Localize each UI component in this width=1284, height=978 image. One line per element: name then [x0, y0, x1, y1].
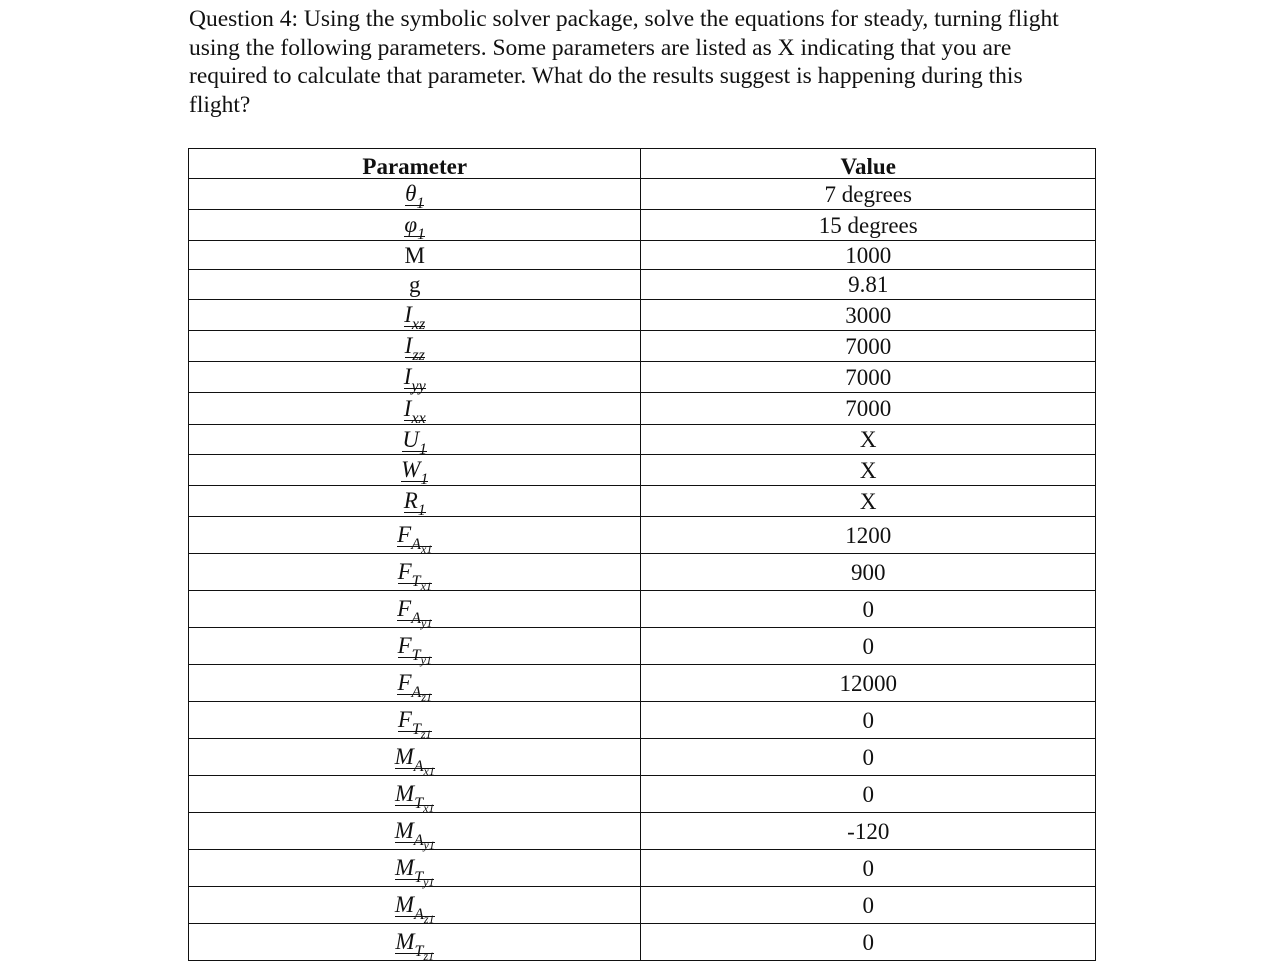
parameter-cell	[189, 887, 641, 924]
symbol-main: I	[403, 364, 412, 389]
symbol-sub-subscript: z1	[420, 727, 432, 741]
table-row	[189, 300, 1096, 331]
symbol-subscript: A	[413, 758, 424, 775]
parameter-cell	[189, 455, 641, 486]
symbol-subscript: T	[411, 721, 421, 738]
symbol-main: U	[402, 426, 420, 452]
table-row	[189, 455, 1096, 486]
header-value: Value	[641, 149, 1096, 179]
value-cell: 7000	[641, 362, 1096, 393]
symbol-main: F	[397, 670, 412, 695]
parameter-cell	[189, 241, 641, 270]
symbol-main: M	[404, 242, 425, 268]
symbol-subscript: A	[414, 906, 424, 923]
value-cell: 0	[641, 628, 1096, 665]
symbol-main: I	[404, 333, 413, 358]
symbol-subscript: 1	[419, 440, 428, 458]
parameter-cell	[189, 554, 641, 591]
value-cell: 1000	[641, 241, 1096, 270]
symbol-main: F	[397, 559, 412, 584]
value-cell: 7 degrees	[641, 179, 1096, 210]
table-row	[189, 270, 1096, 300]
table-row	[189, 517, 1096, 554]
header-parameter: Parameter	[189, 149, 641, 179]
value-cell: 12000	[641, 665, 1096, 702]
symbol-sub-subscript: y1	[423, 875, 435, 889]
parameter-symbol	[395, 855, 435, 889]
symbol-subscript: 1	[416, 195, 425, 212]
symbol-main: θ	[405, 181, 417, 206]
value-cell: 0	[641, 887, 1096, 924]
value-cell: -120	[641, 813, 1096, 850]
symbol-main: W	[401, 457, 421, 482]
table-row	[189, 591, 1096, 628]
parameter-cell	[189, 425, 641, 458]
symbol-main: φ	[404, 212, 418, 237]
table-row	[189, 702, 1096, 739]
table-row	[189, 628, 1096, 665]
value-cell: X	[641, 486, 1096, 517]
parameter-symbol	[404, 333, 425, 364]
parameter-cell	[189, 179, 641, 210]
parameter-cell	[189, 517, 641, 554]
value-cell: 1200	[641, 517, 1096, 554]
table-row	[189, 210, 1096, 241]
parameter-symbol	[397, 633, 432, 667]
table-body	[189, 179, 1096, 961]
symbol-subscript: A	[413, 832, 424, 849]
symbol-main: M	[395, 929, 415, 954]
symbol-sub-subscript: y1	[423, 838, 435, 852]
parameter-cell	[189, 393, 641, 425]
parameter-cell	[189, 924, 641, 961]
parameter-symbol	[409, 273, 421, 296]
symbol-subscript: T	[411, 647, 421, 664]
symbol-subscript: A	[411, 536, 421, 553]
symbol-subscript: A	[411, 684, 422, 701]
table-row	[189, 486, 1096, 517]
value-cell: 0	[641, 924, 1096, 961]
parameter-cell	[189, 702, 641, 739]
parameter-symbol	[397, 596, 433, 630]
value-cell: 9.81	[641, 270, 1096, 300]
symbol-main: I	[403, 395, 412, 421]
table-row	[189, 362, 1096, 393]
value-cell: 7000	[641, 331, 1096, 362]
table-row	[189, 924, 1096, 961]
table-row	[189, 425, 1096, 455]
parameter-symbol	[395, 929, 435, 963]
parameter-symbol	[405, 181, 425, 212]
parameter-cell	[189, 300, 641, 331]
symbol-main: M	[394, 892, 415, 917]
parameter-cell	[189, 210, 641, 241]
parameter-symbol	[405, 244, 425, 267]
table-row	[189, 813, 1096, 850]
parameter-cell	[189, 270, 641, 300]
parameter-symbol	[403, 395, 426, 427]
table-row	[189, 241, 1096, 270]
symbol-subscript: xz	[411, 316, 426, 333]
parameter-symbol	[403, 364, 426, 395]
value-cell: 0	[641, 739, 1096, 776]
symbol-subscript: xx	[411, 409, 426, 427]
symbol-main: M	[394, 744, 414, 769]
symbol-sub-subscript: z1	[423, 949, 435, 963]
parameter-symbol	[394, 892, 435, 926]
symbol-main: F	[397, 707, 412, 732]
parameter-symbol	[397, 707, 432, 741]
value-cell: 0	[641, 776, 1096, 813]
symbol-subscript: T	[411, 573, 421, 590]
table-row	[189, 776, 1096, 813]
value-cell: 15 degrees	[641, 210, 1096, 241]
parameter-symbol	[394, 818, 435, 852]
parameter-symbol	[397, 559, 432, 593]
parameter-symbol	[404, 302, 426, 333]
value-cell: 0	[641, 850, 1096, 887]
parameter-symbol	[394, 744, 435, 778]
symbol-subscript: T	[414, 943, 424, 960]
value-cell: X	[641, 455, 1096, 486]
parameter-symbol	[404, 212, 426, 243]
parameter-symbol	[397, 522, 433, 556]
symbol-main: F	[397, 596, 412, 621]
symbol-main: M	[394, 818, 414, 843]
parameter-symbol	[402, 426, 428, 458]
symbol-main: F	[397, 633, 412, 658]
symbol-subscript: 1	[420, 471, 429, 488]
symbol-subscript: 1	[417, 502, 426, 519]
value-cell: 900	[641, 554, 1096, 591]
symbol-main: M	[395, 855, 415, 880]
table-row	[189, 179, 1096, 210]
parameter-cell	[189, 628, 641, 665]
symbol-sub-subscript: z1	[421, 690, 432, 704]
symbol-main: g	[408, 272, 421, 297]
symbol-main: I	[404, 302, 412, 327]
table-row	[189, 393, 1096, 425]
symbol-subscript: T	[414, 869, 424, 886]
symbol-main: R	[403, 488, 418, 513]
symbol-sub-subscript: y1	[420, 653, 432, 667]
value-cell: X	[641, 425, 1096, 455]
symbol-sub-subscript: y1	[421, 616, 433, 630]
parameter-cell	[189, 591, 641, 628]
symbol-sub-subscript: x1	[423, 764, 435, 778]
parameter-cell	[189, 850, 641, 887]
table-row	[189, 739, 1096, 776]
value-cell: 0	[641, 702, 1096, 739]
value-cell: 0	[641, 591, 1096, 628]
value-cell: 7000	[641, 393, 1096, 425]
symbol-subscript: zz	[412, 347, 425, 364]
parameter-table	[188, 148, 1096, 961]
parameter-cell	[189, 362, 641, 393]
symbol-main: F	[397, 522, 412, 547]
symbol-subscript: T	[414, 795, 424, 812]
table-row	[189, 554, 1096, 591]
table-row	[189, 331, 1096, 362]
table-row	[189, 887, 1096, 924]
parameter-cell	[189, 331, 641, 362]
symbol-subscript: 1	[417, 226, 426, 243]
symbol-sub-subscript: x1	[423, 801, 435, 815]
parameter-symbol	[395, 781, 435, 815]
parameter-cell	[189, 739, 641, 776]
table-row	[189, 850, 1096, 887]
parameter-symbol	[401, 457, 429, 488]
question-text: Question 4: Using the symbolic solver package, solve the equations for steady, turning flight using the following parameters. Some parameters are listed as X indicating that you are required to calculate that parameter. What do the results suggest is happening during this flight?	[189, 6, 1059, 118]
parameter-symbol	[397, 670, 432, 704]
symbol-sub-subscript: z1	[423, 912, 435, 926]
symbol-sub-subscript: x1	[420, 579, 432, 593]
symbol-sub-subscript: x1	[421, 542, 433, 556]
symbol-main: M	[395, 781, 415, 806]
parameter-cell	[189, 665, 641, 702]
parameter-cell	[189, 486, 641, 517]
table-row	[189, 665, 1096, 702]
symbol-subscript: A	[411, 610, 421, 627]
table-header-row	[189, 149, 1096, 179]
value-cell: 3000	[641, 300, 1096, 331]
parameter-symbol	[403, 488, 426, 519]
parameter-cell	[189, 813, 641, 850]
symbol-subscript: yy	[411, 378, 426, 395]
parameter-cell	[189, 776, 641, 813]
